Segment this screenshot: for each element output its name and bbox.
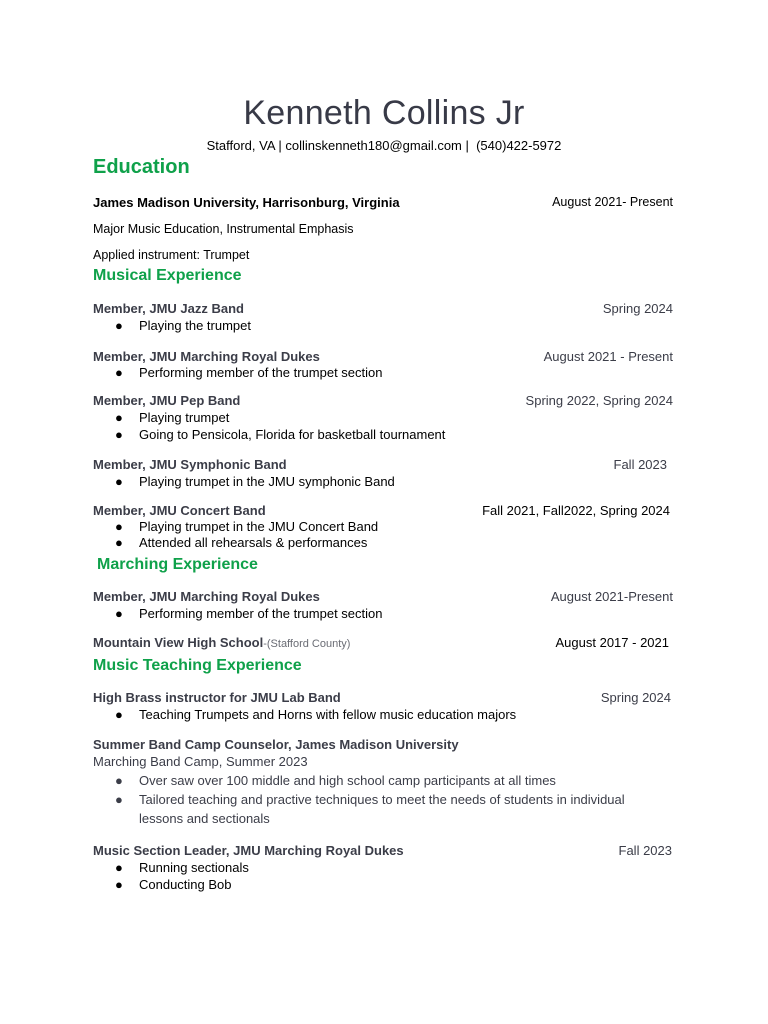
entry-date: Fall 2023	[618, 843, 672, 858]
entry-title: Member, JMU Pep Band	[93, 393, 241, 408]
list-item-text: Playing trumpet in the JMU Concert Band	[139, 519, 379, 534]
entry-title: Music Section Leader, JMU Marching Royal Dukes	[93, 843, 404, 858]
list-item-text: Playing trumpet	[139, 410, 230, 425]
entry-date: Spring 2024	[602, 301, 673, 316]
entry-title-text: Mountain View High School	[93, 635, 264, 650]
bullet-icon: ●	[115, 773, 123, 788]
education-school: James Madison University, Harrisonburg, Virginia	[93, 195, 400, 210]
list-item-text: Attended all rehearsals & performances	[139, 535, 368, 550]
bullet-icon: ●	[115, 410, 123, 425]
bullet-icon: ●	[115, 877, 123, 892]
list-item-text: Over saw over 100 middle and high school camp participants at all times	[139, 773, 556, 788]
list-item	[115, 792, 625, 807]
list-item-text: Conducting Bob	[139, 877, 232, 892]
list-item	[115, 606, 383, 621]
list-item	[115, 318, 251, 333]
bullet-icon: ●	[115, 606, 123, 621]
list-item-continuation: lessons and sectionals	[139, 811, 270, 826]
bullet-icon: ●	[115, 427, 123, 442]
marching-experience-heading: Marching Experience	[97, 556, 258, 573]
entry-date: August 2017 - 2021	[555, 635, 669, 650]
list-item-text: Going to Pensicola, Florida for basketball tournament	[139, 427, 446, 442]
entry-title: Member, JMU Jazz Band	[93, 301, 244, 316]
bullet-icon: ●	[115, 519, 123, 534]
list-item	[115, 410, 229, 425]
bullet-icon: ●	[115, 535, 123, 550]
entry-title: Summer Band Camp Counselor, James Madison University	[93, 737, 459, 752]
list-item	[115, 860, 249, 875]
bullet-icon: ●	[115, 707, 123, 722]
bullet-icon: ●	[115, 474, 123, 489]
list-item	[115, 365, 383, 380]
list-item-text: Tailored teaching and practive techniques to meet the needs of students in individual	[139, 792, 625, 807]
bullet-icon: ●	[115, 365, 123, 380]
education-date: August 2021- Present	[552, 195, 673, 209]
entry-title: High Brass instructor for JMU Lab Band	[93, 690, 341, 705]
entry-date: Fall 2023	[613, 457, 667, 472]
resume-name: Kenneth Collins Jr	[243, 94, 525, 132]
contact-line: Stafford, VA | collinskenneth180@gmail.com | (540)422-5972	[206, 138, 562, 153]
list-item-text: Playing trumpet in the JMU symphonic Band	[139, 474, 395, 489]
bullet-icon: ●	[115, 792, 123, 807]
education-instrument: Applied instrument: Trumpet	[93, 248, 250, 262]
entry-title-suffix: -(Stafford County)	[263, 638, 351, 650]
education-heading: Education	[93, 156, 190, 178]
list-item-text: Playing the trumpet	[139, 318, 252, 333]
bullet-icon: ●	[115, 318, 123, 333]
list-item	[115, 773, 556, 788]
entry-date: Fall 2021, Fall2022, Spring 2024	[482, 503, 670, 518]
entry-title: Member, JMU Marching Royal Dukes	[93, 349, 320, 364]
list-item-text: Teaching Trumpets and Horns with fellow music education majors	[139, 707, 517, 722]
entry-date: Spring 2022, Spring 2024	[525, 393, 673, 408]
entry-date: August 2021 - Present	[543, 349, 673, 364]
list-item	[115, 877, 232, 892]
entry-date: August 2021-Present	[550, 589, 673, 604]
entry-subtitle: Marching Band Camp, Summer 2023	[93, 754, 308, 769]
bullet-icon: ●	[115, 860, 123, 875]
entry-date: Spring 2024	[600, 690, 671, 705]
list-item	[115, 519, 378, 534]
list-item	[115, 474, 395, 489]
list-item-text: Performing member of the trumpet section	[139, 365, 383, 380]
list-item	[115, 427, 445, 442]
list-item	[115, 535, 367, 550]
entry-title: Member, JMU Concert Band	[93, 503, 266, 518]
list-item-text: Running sectionals	[139, 860, 249, 875]
education-major: Major Music Education, Instrumental Emphasis	[93, 222, 354, 236]
entry-title: Member, JMU Symphonic Band	[93, 457, 287, 472]
music-teaching-heading: Music Teaching Experience	[93, 657, 302, 674]
list-item	[115, 707, 516, 722]
entry-title: Member, JMU Marching Royal Dukes	[93, 589, 320, 604]
musical-experience-heading: Musical Experience	[93, 267, 242, 284]
list-item-text: Performing member of the trumpet section	[139, 606, 383, 621]
entry-title	[93, 635, 350, 650]
